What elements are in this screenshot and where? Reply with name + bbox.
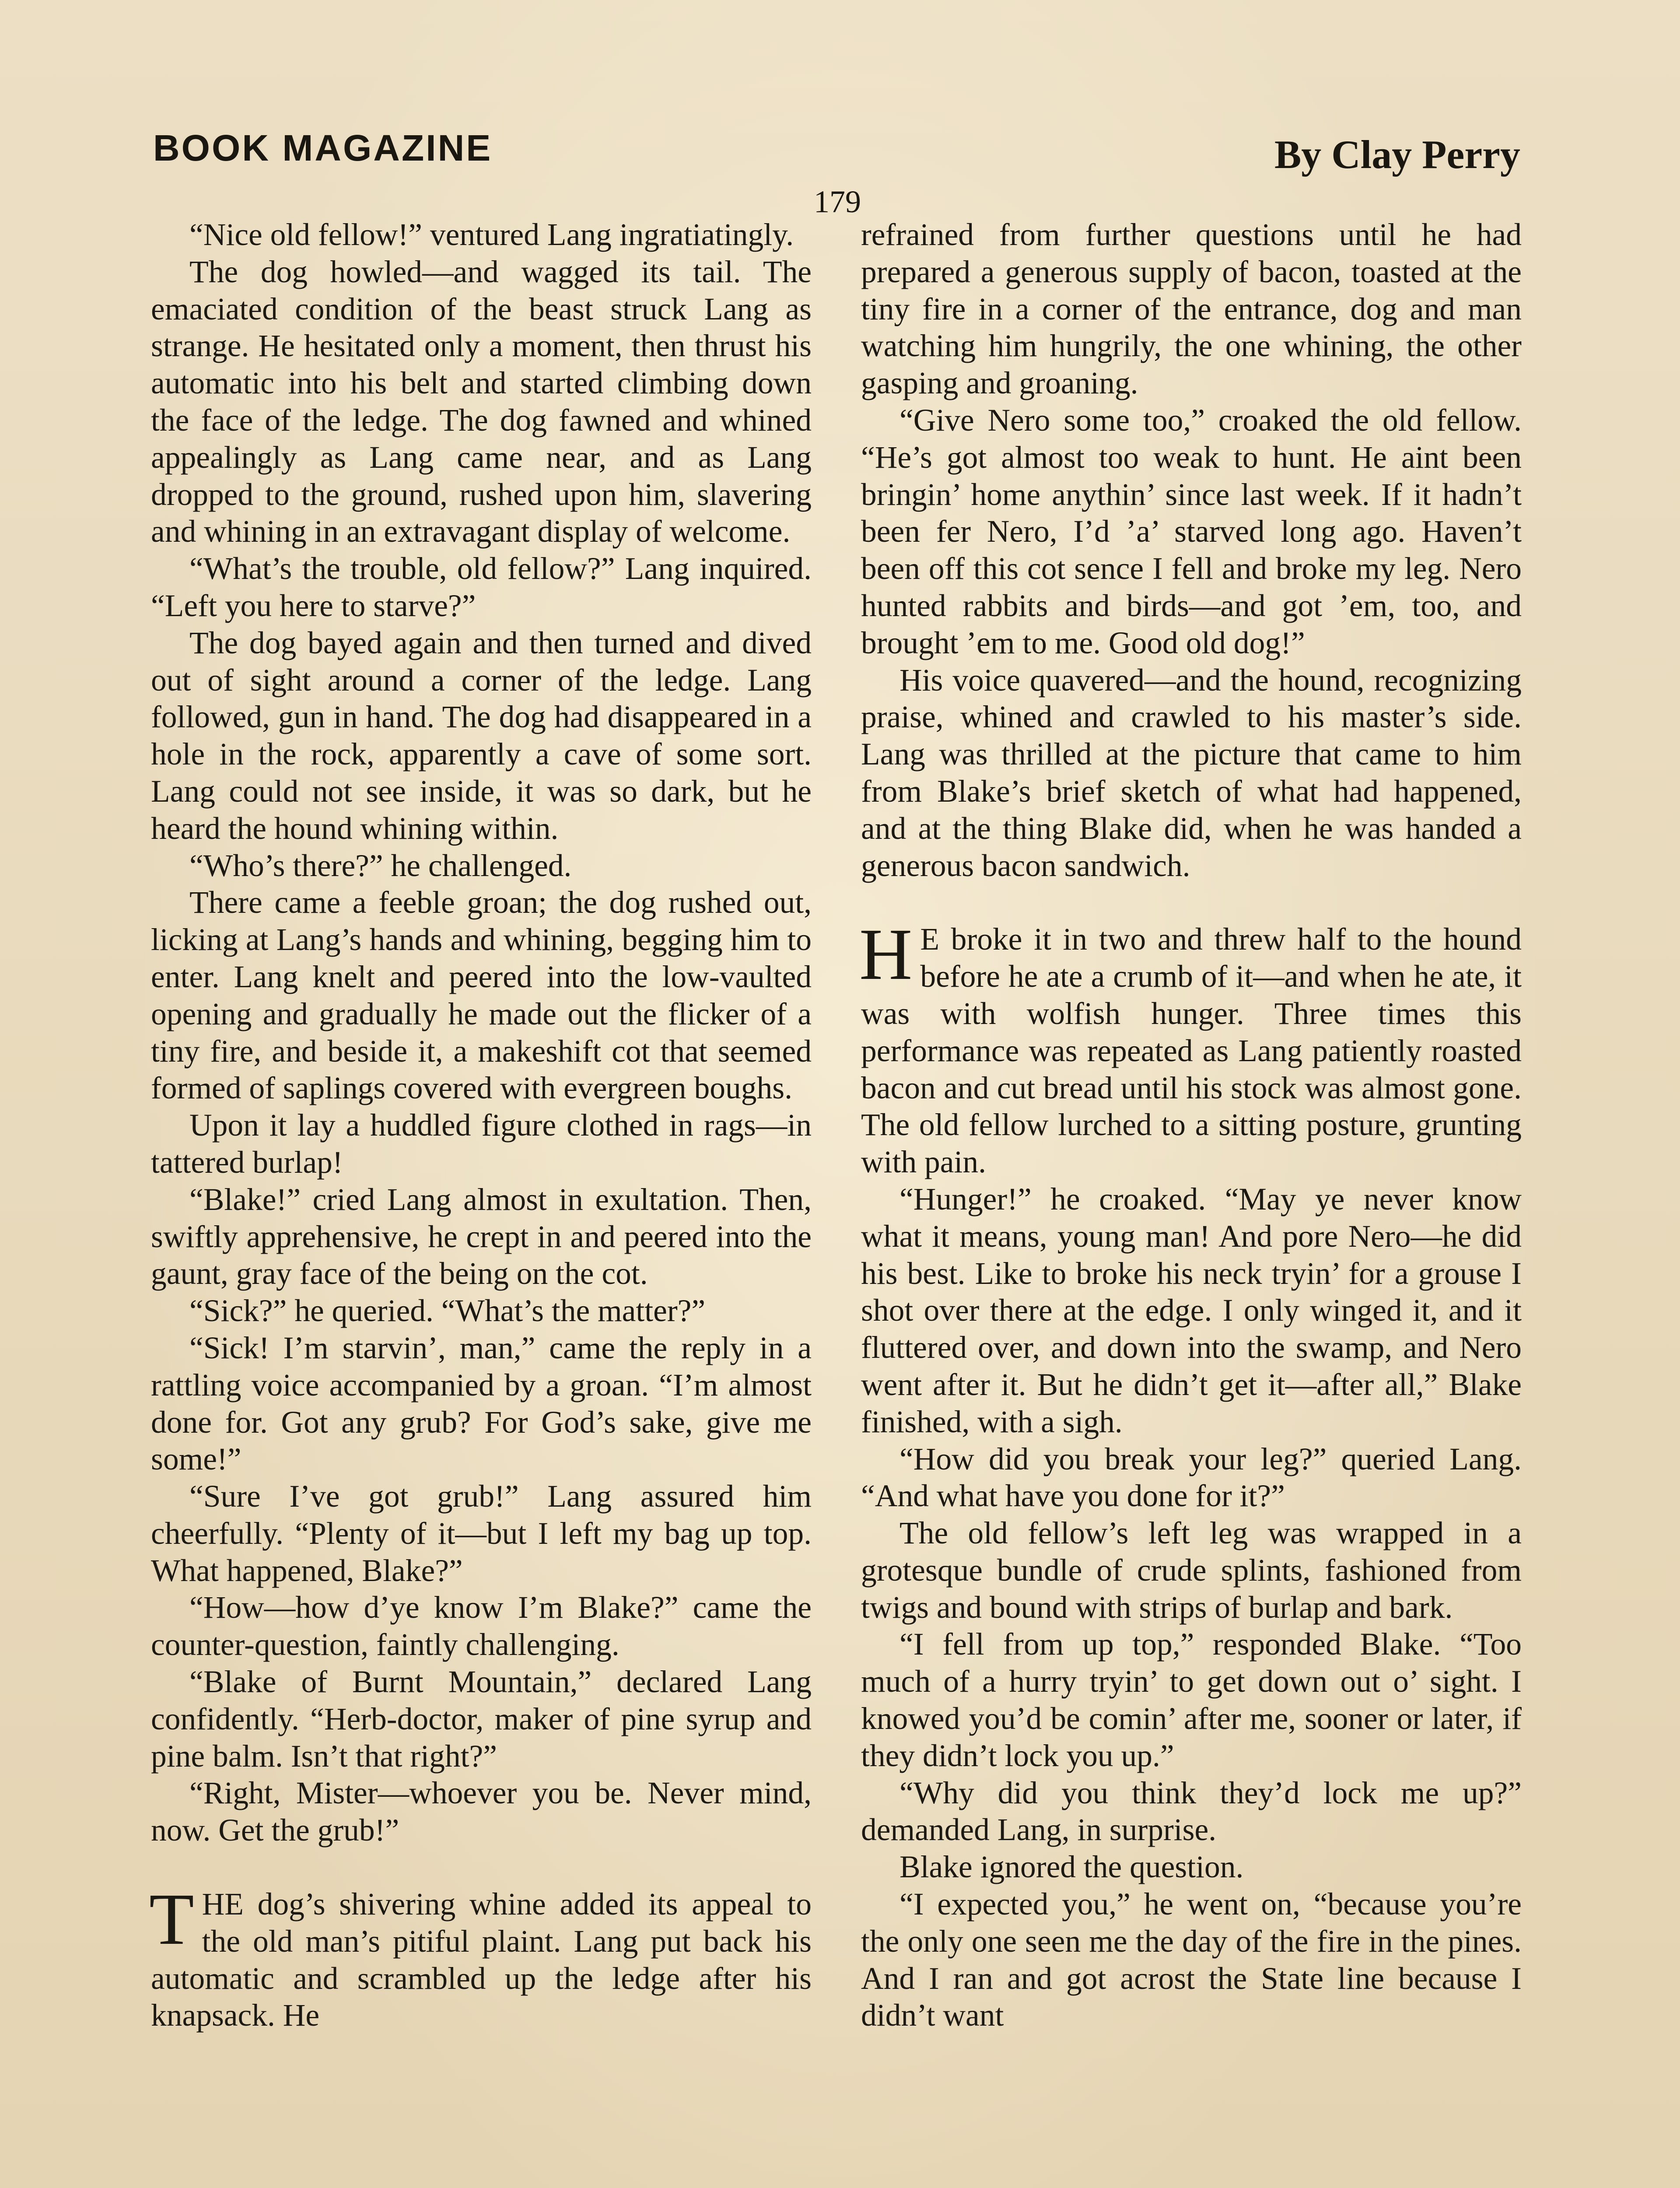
paragraph: “Who’s there?” he challenged. <box>189 848 572 883</box>
right-text-column <box>861 217 1522 2034</box>
paragraph: “Blake of Burnt Mountain,” declared Lang confidently. “Herb-doctor, maker of pine syrup and pine balm. Isn’t that right?” <box>151 1665 812 1774</box>
paragraph: Upon it lay a huddled figure clothed in rags—in tattered burlap! <box>151 1108 812 1180</box>
paragraph: “Give Nero some too,” croaked the old fellow. “He’s got almost too weak to hunt. He aint been bringin’ home anythin’ since last week. If it hadn’t been fer Nero, I’d ’a’ starved long ago. Haven’t been off this cot sence I fell and broke my leg. Nero hunted rabbits and birds—and got ’em, too, and brought ’em to me. Good old dog!” <box>861 403 1522 660</box>
paragraph: Blake ignored the question. <box>900 1850 1244 1885</box>
dropcap-paragraph <box>149 1879 812 2034</box>
author-byline: By Clay Perry <box>1274 132 1520 177</box>
section-break <box>861 884 1522 921</box>
paragraph: There came a feeble groan; the dog rushed out, licking at Lang’s hands and whining, begging him to enter. Lang knelt and peered into the low-vaulted opening and gradually he made out the flicker of a tiny fire, and beside it, a makeshift cot that seemed formed of saplings covered with evergreen boughs. <box>151 885 812 1106</box>
paragraph: “Sick! I’m starvin’, man,” came the reply in a rattling voice accompanied by a groan. “I’m almost done for. Got any grub? For God’s sake, give me some!” <box>151 1330 812 1477</box>
paragraph: “Right, Mister—whoever you be. Never mind, now. Get the grub!” <box>151 1776 812 1848</box>
paragraph: “Blake!” cried Lang almost in exultation. Then, swiftly apprehensive, he crept in and peered into the gaunt, gray face of the being on the cot. <box>151 1182 812 1291</box>
drop-cap: T <box>149 1879 194 1960</box>
left-text-column <box>151 217 812 2034</box>
paragraph: “Sick?” he queried. “What’s the matter?” <box>189 1294 706 1329</box>
paragraph: “Why did you think they’d lock me up?” demanded Lang, in surprise. <box>861 1775 1522 1848</box>
publication-title: BOOK MAGAZINE <box>153 127 493 168</box>
paragraph: The dog bayed again and then turned and dived out of sight around a corner of the ledge. Lang followed, gun in hand. The dog had disappeared in a hole in the rock, apparently a cave of some sort. Lang could not see inside, it was so dark, but he heard the hound whining within. <box>151 625 812 846</box>
paragraph: “Hunger!” he croaked. “May ye never know what it means, young man! And pore Nero—he did his best. Like to broke his neck tryin’ for a grouse I shot over there at the edge. I only winged it, and it fluttered over, and down into the swamp, and Nero went after it. But he didn’t get it—after all,” Blake finished, with a sigh. <box>861 1182 1522 1439</box>
paragraph: “Sure I’ve got grub!” Lang assured him cheerfully. “Plenty of it—but I left my bag up top. What happened, Blake?” <box>151 1479 812 1588</box>
continued-paragraph: refrained from further questions until he had prepared a generous supply of bacon, toasted at the tiny fire in a corner of the entrance, dog and man watching him hungrily, the one whining, the other gasping and groaning. <box>861 217 1522 401</box>
paragraph: “How—how d’ye know I’m Blake?” came the counter-question, faintly challenging. <box>151 1590 812 1662</box>
paragraph: “Nice old fellow!” ventured Lang ingratiatingly. <box>189 217 794 252</box>
paragraph: The old fellow’s left leg was wrapped in a grotesque bundle of crude splints, fashioned from twigs and bound with strips of burlap and bark. <box>861 1516 1522 1625</box>
paragraph: “I expected you,” he went on, “because you’re the only one seen me the day of the fire in the pines. And I ran and got acrost the State line because I didn’t want <box>861 1887 1522 2033</box>
paragraph: “I fell from up top,” responded Blake. “Too much of a hurry tryin’ to get down out o’ sight. I knowed you’d be comin’ after me, sooner or later, if they didn’t lock you up.” <box>861 1627 1522 1773</box>
dropcap-paragraph-text: HE dog’s shivering whine added its appeal to the old man’s pitiful plaint. Lang put back his automatic and scrambled up the ledge after his knapsack. He <box>151 1887 812 2033</box>
page-number: 179 <box>814 184 861 219</box>
dropcap-paragraph-text: E broke it in two and threw half to the hound before he ate a crumb of it—and when he ate, it was with wolfish hunger. Three times this performance was repeated as Lang patiently roasted bacon and cut bread until his stock was almost gone. The old fellow lurched to a sitting posture, grunting with pain. <box>861 922 1522 1180</box>
dropcap-paragraph <box>859 914 1522 1181</box>
paragraph: “What’s the trouble, old fellow?” Lang inquired. “Left you here to starve?” <box>151 551 812 623</box>
section-break <box>151 1849 812 1886</box>
paragraph: “How did you break your leg?” queried Lang. “And what have you done for it?” <box>861 1441 1522 1514</box>
drop-cap: H <box>859 914 913 996</box>
paragraph: The dog howled—and wagged its tail. The emaciated condition of the beast struck Lang as strange. He hesitated only a moment, then thrust his automatic into his belt and started climbing down the face of the ledge. The dog fawned and whined appealingly as Lang came near, and as Lang dropped to the ground, rushed upon him, slavering and whining in an extravagant display of welcome. <box>151 254 812 549</box>
paragraph: His voice quavered—and the hound, recognizing praise, whined and crawled to his master’s side. Lang was thrilled at the picture that came to him from Blake’s brief sketch of what had happened, and at the thing Blake did, when he was handed a generous bacon sandwich. <box>861 663 1522 883</box>
